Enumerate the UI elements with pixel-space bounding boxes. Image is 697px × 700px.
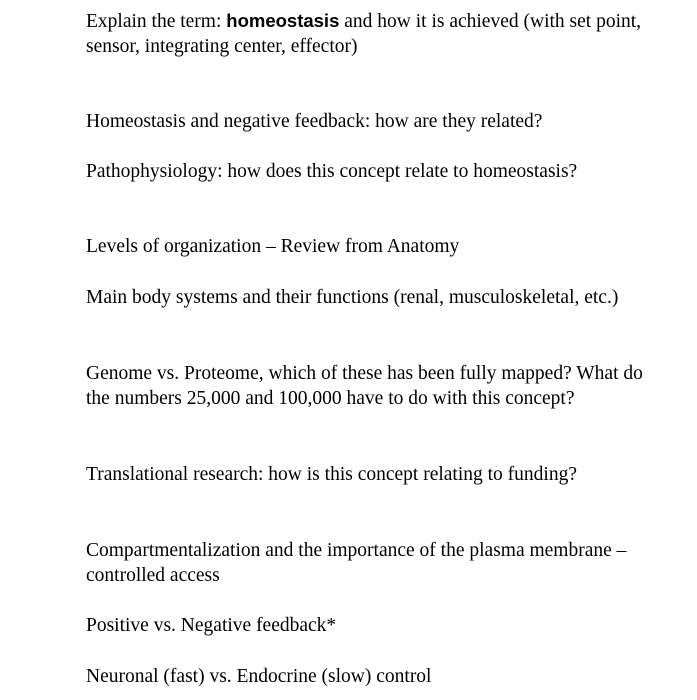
question-genome-proteome: Genome vs. Proteome, which of these has been fully mapped? What do the numbers 25,000 and 100,000 have to do with this concept? [86,363,643,409]
bold-term-homeostasis: homeostasis [226,10,340,31]
question-suffix: and how it is achieved (with set point, sensor, integrating center, effector) [86,11,642,57]
question-compartmentalization: Compartmentalization and the importance of the plasma membrane – controlled access [86,540,627,586]
question-pathophysiology: Pathophysiology: how does this concept relate to homeostasis? [86,161,578,182]
question-negative-feedback: Homeostasis and negative feedback: how are they related? [86,111,543,132]
question-levels-of-organization: Levels of organization – Review from Anatomy [86,236,460,257]
question-body-systems: Main body systems and their functions (renal, musculoskeletal, etc.) [86,287,619,308]
question-translational-research: Translational research: how is this concept relating to funding? [86,464,577,485]
question-positive-negative-feedback: Positive vs. Negative feedback* [86,615,337,636]
question-neuronal-endocrine: Neuronal (fast) vs. Endocrine (slow) control [86,666,432,687]
question-homeostasis-definition [86,8,646,59]
question-prefix: Explain the term: [86,11,227,32]
